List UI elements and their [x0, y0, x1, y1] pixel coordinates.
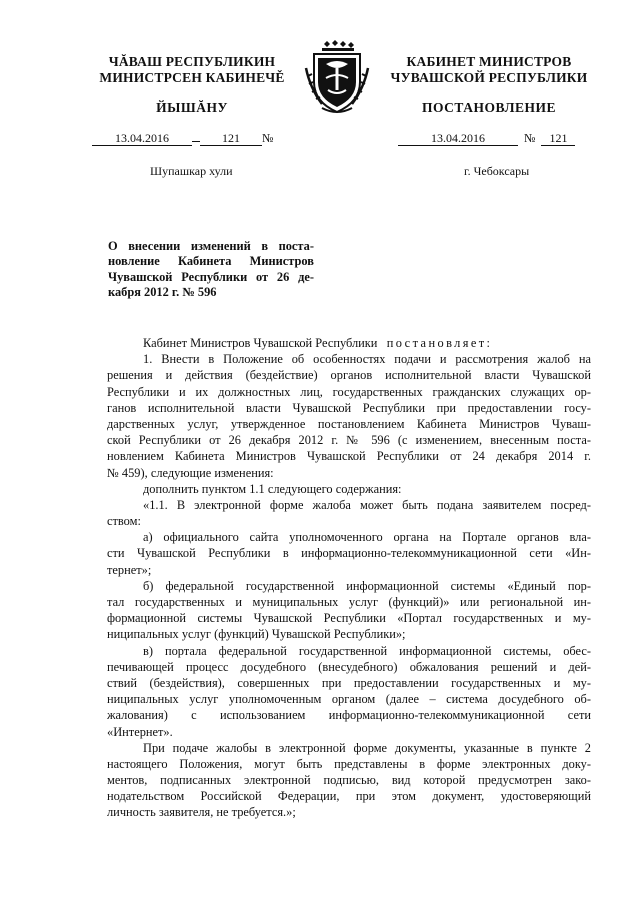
header-left-chuvash: [92, 54, 292, 86]
preamble-text: Кабинет Министров Чувашской Республики: [143, 336, 378, 350]
place-right: г. Чебоксары: [464, 164, 530, 178]
body-line: личность заявителя, не требуется.»;: [107, 805, 296, 820]
preamble-line: [107, 335, 591, 351]
body-line: «1.1. В электронной форме жалоба может быть подана заявителем посред-: [143, 497, 591, 512]
number-left: 121: [200, 131, 262, 146]
date-left-gap: [192, 141, 200, 142]
header-right-line-1: КАБИНЕТ МИНИСТРОВ: [406, 54, 572, 69]
body-line: формационной системы Чувашской Республики «Портал государственных и му-: [107, 611, 591, 626]
body-line: решения и действия (бездействие) органов исполнительной власти Чувашской: [107, 368, 591, 383]
header-right-line-2: ЧУВАШСКОЙ РЕСПУБЛИКИ: [390, 70, 588, 85]
resolves-text: постановляет:: [386, 336, 493, 350]
document-body: [107, 335, 591, 821]
body-line: ством:: [107, 514, 141, 529]
coat-of-arms-emblem: [302, 38, 372, 118]
body-line: ниципальных услуг (функций) Чувашской Республики»;: [107, 627, 406, 642]
body-line: ствий (бездействия), совершенных при предоставлении государственных и му-: [107, 675, 591, 690]
title-line: Чувашской Республики от 26 де-: [108, 269, 314, 284]
doctype-left: ЙЫШĂНУ: [156, 100, 228, 115]
body-line: Республики и их должностных лиц, государственных гражданских служащих ор-: [107, 384, 591, 399]
body-line: в) портала федеральной государственной информационной системы, обес-: [143, 643, 591, 658]
title-line: кабря 2012 г. № 596: [108, 284, 217, 299]
date-left: 13.04.2016: [92, 131, 192, 146]
registration-line-left: [92, 131, 273, 146]
body-line: тал государственных и муниципальных услуг (функций)» или региональной ин-: [107, 595, 591, 609]
place-left: Шупашкар хули: [150, 164, 233, 178]
body-line: жалования) с использованием информационно-телекоммуникационной сети: [107, 708, 591, 723]
body-line: ганов исполнительной власти Чувашской Республики при предоставлении госу-: [107, 400, 591, 415]
body-line: дополнить пунктом 1.1 следующего содержания:: [143, 481, 402, 496]
body-line: настоящего Положения, могут быть представлены в форме электронных доку-: [107, 756, 591, 771]
date-right: 13.04.2016: [398, 131, 518, 146]
header-left-line-1: ЧĂВАШ РЕСПУБЛИКИН: [108, 54, 276, 69]
header-left-line-2: МИНИСТРСЕН КАБИНЕЧĚ: [99, 70, 285, 85]
number-right: 121: [541, 131, 575, 146]
body-line: № 459), следующие изменения:: [107, 465, 274, 480]
number-sign-left: №: [262, 131, 274, 145]
body-line: «Интернет».: [107, 724, 173, 739]
document-title: [108, 239, 314, 300]
registration-line-right: [398, 131, 575, 146]
body-line: печивающей процесс досудебного (внесудебного) обжалования решений и дей-: [107, 659, 591, 674]
body-line: 1. Внести в Положение об особенностях подачи и рассмотрения жалоб на: [143, 352, 591, 367]
body-line: При подаче жалобы в электронной форме документы, указанные в пункте 2: [143, 740, 591, 755]
body-line: ской Республики от 26 декабря 2012 г. № 596 (с изменением, внесенным поста-: [107, 433, 591, 448]
title-line: новление Кабинета Министров: [108, 254, 314, 269]
body-line: новлением Кабинета Министров Чувашской Республики от 24 декабря 2014 г.: [107, 449, 591, 464]
title-line: О внесении изменений в поста-: [108, 239, 314, 253]
body-line: дарственных услуг, утвержденное постановлением Кабинета Министров Чуваш-: [107, 416, 591, 431]
body-line: ниципальных услуг уполномоченным органом (далее – система досудебного об-: [107, 692, 591, 707]
body-line: ментов, подписанных электронной подписью, вид которой предусмотрен зако-: [107, 773, 591, 788]
header-right-russian: [384, 54, 594, 86]
body-line: тернет»;: [107, 562, 152, 577]
body-line: б) федеральной государственной информационной системы «Единый пор-: [143, 578, 591, 593]
body-line: а) официального сайта уполномоченного органа на Портале органов вла-: [143, 530, 591, 545]
body-line: нодательством Российской Федерации, при этом документ, удостоверяющий: [107, 789, 591, 804]
body-line: сти Чувашской Республики в информационно-телекоммуникационной сети «Ин-: [107, 546, 591, 561]
doctype-right: ПОСТАНОВЛЕНИЕ: [421, 100, 557, 115]
number-sign-right: №: [524, 131, 536, 145]
